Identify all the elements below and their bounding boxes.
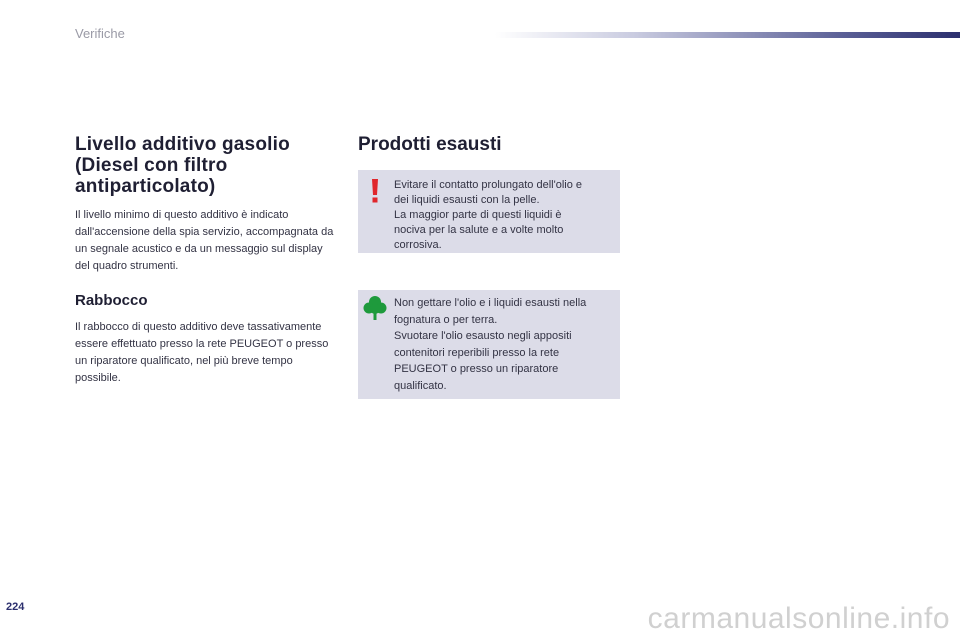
watermark: carmanualsonline.info [647, 602, 950, 635]
environment-line: Svuotare l'olio esausto negli appositi [394, 330, 572, 342]
additive-heading-line-2: (Diesel con filtro [75, 155, 228, 176]
refill-section [75, 292, 340, 387]
environment-line: PEUGEOT o presso un riparatore [394, 363, 559, 375]
tree-icon [363, 295, 387, 321]
warning-line: corrosiva. [394, 239, 442, 251]
used-products-section [358, 134, 620, 156]
environment-line: qualificato. [394, 379, 447, 392]
page-number: 224 [6, 601, 25, 613]
header-gradient-bar [495, 32, 960, 38]
additive-paragraph: Il livello minimo di questo additivo è indicato dall'accensione della spia servizio, accompagnata da un segnale acustico e da un messaggio sul display del quadro strumenti. [75, 209, 334, 272]
warning-box [358, 170, 620, 253]
additive-heading-line-1: Livello additivo gasolio [75, 134, 290, 155]
refill-paragraph: Il rabbocco di questo additivo deve tassativamente essere effettuato presso la rete PEUGEOT o presso un riparatore qualificato, nel più breve tempo possibile. [75, 321, 329, 384]
warning-line: dei liquidi esausti con la pelle. [394, 194, 540, 206]
warning-line: nociva per la salute e a volte molto [394, 224, 564, 236]
warning-text [394, 178, 612, 253]
additive-section [75, 134, 340, 275]
environment-line: Non gettare l'olio e i liquidi esausti nella [394, 297, 587, 309]
warning-line: Evitare il contatto prolungato dell'olio e [394, 179, 582, 191]
environment-box [358, 290, 620, 399]
section-title: Verifiche [75, 26, 125, 41]
warning-line: La maggior parte di questi liquidi è [394, 209, 562, 221]
refill-heading: Rabbocco [75, 292, 148, 309]
additive-heading-line-3: antiparticolato) [75, 176, 216, 197]
environment-text [394, 295, 612, 394]
used-products-heading: Prodotti esausti [358, 134, 502, 155]
additive-heading [75, 134, 340, 197]
environment-line: contenitori reperibili presso la rete [394, 346, 560, 359]
exclamation-icon [366, 178, 384, 204]
environment-line: fognatura o per terra. [394, 313, 498, 326]
